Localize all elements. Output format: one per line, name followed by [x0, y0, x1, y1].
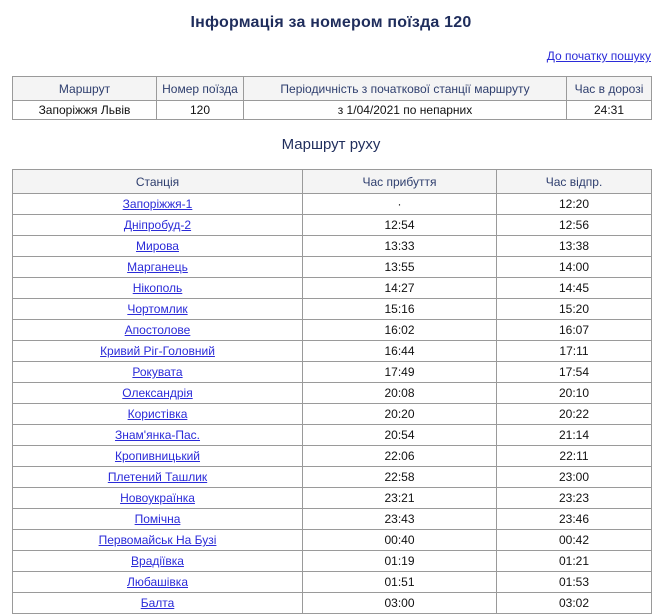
departure-time: 03:02	[497, 593, 652, 614]
departure-time: 13:38	[497, 236, 652, 257]
train-number-value: 120	[157, 101, 244, 120]
departure-time: 14:00	[497, 257, 652, 278]
departure-time: 01:21	[497, 551, 652, 572]
arrival-time: 01:19	[303, 551, 497, 572]
station-link[interactable]: Чортомлик	[127, 302, 188, 316]
departure-time: 22:11	[497, 446, 652, 467]
station-link[interactable]: Дніпробуд-2	[123, 218, 192, 232]
header-periodicity: Періодичність з початкової станції маршруту	[244, 77, 567, 101]
header-arrival: Час прибуття	[303, 170, 497, 194]
station-cell	[13, 194, 303, 215]
station-cell	[13, 383, 303, 404]
table-row	[13, 488, 652, 509]
table-row	[13, 215, 652, 236]
arrival-time: 20:08	[303, 383, 497, 404]
train-info-header-row	[13, 77, 652, 101]
station-cell	[13, 509, 303, 530]
departure-time: 23:00	[497, 467, 652, 488]
table-row	[13, 362, 652, 383]
departure-time: 23:23	[497, 488, 652, 509]
departure-time: 12:56	[497, 215, 652, 236]
station-cell	[13, 551, 303, 572]
table-row	[13, 257, 652, 278]
header-travel-time: Час в дорозі	[567, 77, 652, 101]
station-link[interactable]: Первомайськ На Бузі	[98, 533, 217, 547]
station-cell	[13, 278, 303, 299]
header-departure: Час відпр.	[497, 170, 652, 194]
departure-time: 20:22	[497, 404, 652, 425]
station-link[interactable]: Нікополь	[132, 281, 183, 295]
arrival-time: 16:02	[303, 320, 497, 341]
arrival-time: 22:06	[303, 446, 497, 467]
station-cell	[13, 467, 303, 488]
station-link[interactable]: Мирова	[136, 239, 179, 253]
station-link[interactable]: Запоріжжя-1	[122, 197, 193, 211]
station-cell	[13, 236, 303, 257]
departure-time: 15:20	[497, 299, 652, 320]
arrival-time: 13:55	[303, 257, 497, 278]
station-cell	[13, 446, 303, 467]
departure-time: 12:20	[497, 194, 652, 215]
station-link[interactable]: Новоукраїнка	[120, 491, 195, 505]
table-row	[13, 341, 652, 362]
station-cell	[13, 299, 303, 320]
departure-time: 20:10	[497, 383, 652, 404]
train-info-row	[13, 101, 652, 120]
table-row	[13, 572, 652, 593]
station-link[interactable]: Кривий Ріг-Головний	[100, 344, 215, 358]
arrival-time: ·	[303, 194, 497, 215]
departure-time: 00:42	[497, 530, 652, 551]
station-cell	[13, 488, 303, 509]
page-title: Інформація за номером поїзда 120	[190, 14, 472, 31]
arrival-time: 01:51	[303, 572, 497, 593]
arrival-time: 22:58	[303, 467, 497, 488]
train-info-table	[12, 76, 652, 120]
departure-time: 23:46	[497, 509, 652, 530]
station-cell	[13, 404, 303, 425]
station-cell	[13, 425, 303, 446]
arrival-time: 03:00	[303, 593, 497, 614]
arrival-time: 23:21	[303, 488, 497, 509]
station-link[interactable]: Апостолове	[124, 323, 191, 337]
departure-time: 17:54	[497, 362, 652, 383]
arrival-time: 15:16	[303, 299, 497, 320]
route-header-row	[13, 170, 652, 194]
station-cell	[13, 341, 303, 362]
station-link[interactable]: Користівка	[127, 407, 188, 421]
arrival-time: 23:43	[303, 509, 497, 530]
station-link[interactable]: Рокувата	[132, 365, 183, 379]
back-to-search-link[interactable]: До початку пошуку	[546, 49, 651, 63]
arrival-time: 13:33	[303, 236, 497, 257]
table-row	[13, 404, 652, 425]
arrival-time: 00:40	[303, 530, 497, 551]
arrival-time: 17:49	[303, 362, 497, 383]
table-row	[13, 278, 652, 299]
table-row	[13, 425, 652, 446]
arrival-time: 16:44	[303, 341, 497, 362]
station-link[interactable]: Балта	[140, 596, 175, 610]
table-row	[13, 593, 652, 614]
station-cell	[13, 215, 303, 236]
travel-time-value: 24:31	[567, 101, 652, 120]
station-cell	[13, 257, 303, 278]
station-link[interactable]: Врадіївка	[131, 554, 184, 568]
station-cell	[13, 530, 303, 551]
table-row	[13, 551, 652, 572]
departure-time: 17:11	[497, 341, 652, 362]
station-link[interactable]: Олександрія	[122, 386, 193, 400]
header-train-number: Номер поїзда	[157, 77, 244, 101]
station-link[interactable]: Знам'янка-Пас.	[114, 428, 201, 442]
header-route: Маршрут	[13, 77, 157, 101]
route-table	[12, 169, 652, 614]
station-link[interactable]: Помічна	[134, 512, 181, 526]
departure-time: 01:53	[497, 572, 652, 593]
table-row	[13, 194, 652, 215]
arrival-time: 20:20	[303, 404, 497, 425]
header-station: Станція	[13, 170, 303, 194]
table-row	[13, 320, 652, 341]
station-link[interactable]: Марганець	[127, 260, 188, 274]
station-cell	[13, 362, 303, 383]
table-row	[13, 467, 652, 488]
station-cell	[13, 320, 303, 341]
station-link[interactable]: Плетений Ташлик	[107, 470, 208, 484]
table-row	[13, 509, 652, 530]
table-row	[13, 299, 652, 320]
arrival-time: 20:54	[303, 425, 497, 446]
table-row	[13, 236, 652, 257]
departure-time: 16:07	[497, 320, 652, 341]
table-row	[13, 446, 652, 467]
table-row	[13, 383, 652, 404]
station-link[interactable]: Любашівка	[126, 575, 188, 589]
table-row	[13, 530, 652, 551]
arrival-time: 12:54	[303, 215, 497, 236]
periodicity-value: з 1/04/2021 по непарних	[244, 101, 567, 120]
route-value: Запоріжжя Львів	[13, 101, 157, 120]
station-link[interactable]: Кропивницький	[114, 449, 201, 463]
departure-time: 14:45	[497, 278, 652, 299]
station-cell	[13, 572, 303, 593]
station-cell	[13, 593, 303, 614]
route-section-title: Маршрут руху	[281, 136, 381, 153]
arrival-time: 14:27	[303, 278, 497, 299]
departure-time: 21:14	[497, 425, 652, 446]
